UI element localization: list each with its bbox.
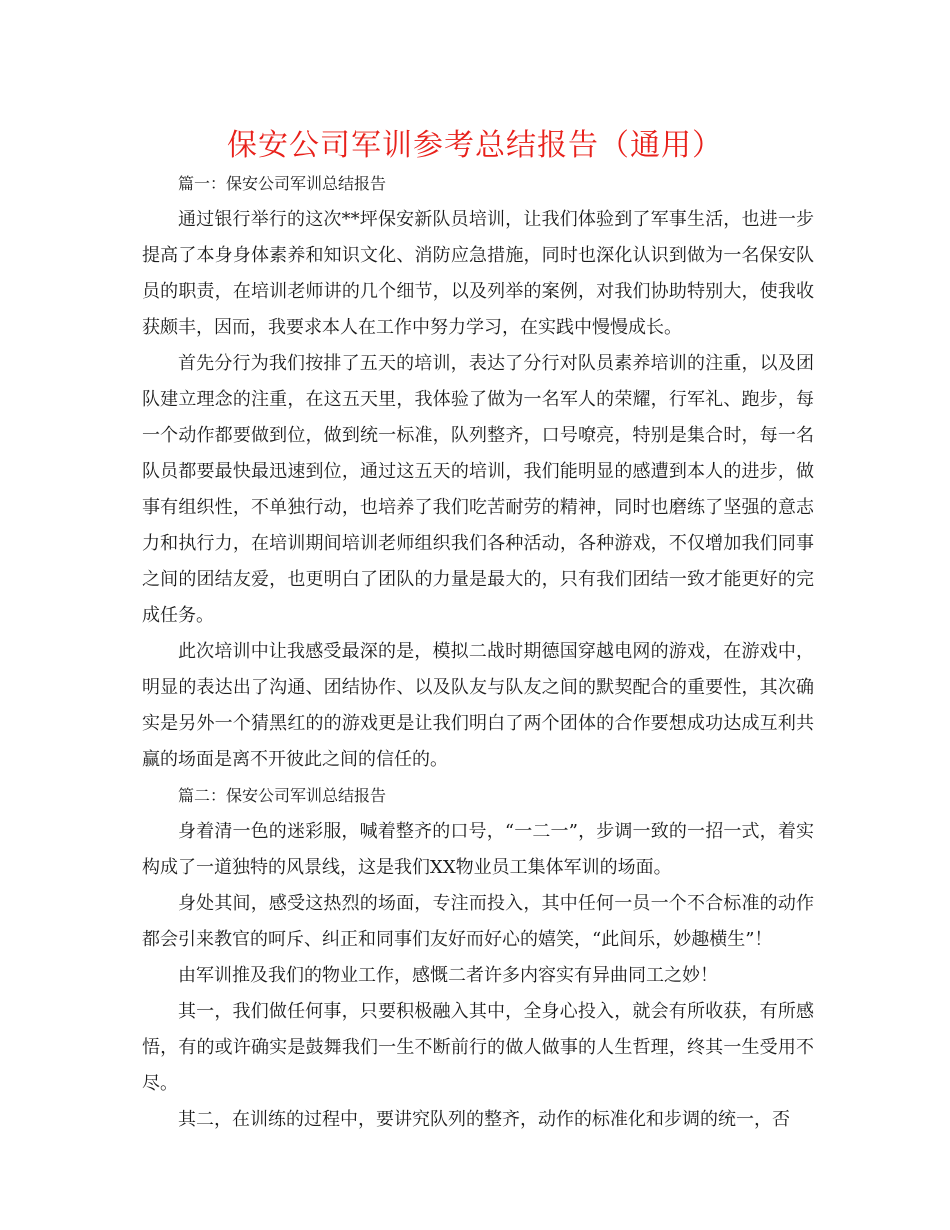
paragraph: 由军训推及我们的物业工作，感慨二者许多内容实有异曲同工之妙！	[178, 965, 718, 986]
paragraph: 身着清一色的迷彩服，喊着整齐的口号，“一二一”，步调一致的一招一式，着实构成了一道独特的风景线，这是我们XX物业员工集体军训的场面。	[142, 821, 814, 878]
document-body	[142, 166, 814, 1138]
document-title: 保安公司军训参考总结报告（通用）	[227, 128, 723, 163]
section-heading-2: 篇二：保安公司军训总结报告	[178, 786, 387, 805]
paragraph: 通过银行举行的这次**坪保安新队员培训，让我们体验到了军事生活，也进一步提高了本身身体素养和知识文化、消防应急措施，同时也深化认识到做为一名保安队员的职责，在培训老师讲的几个细节，以及列举的案例，对我们协助特别大，使我收获颇丰，因而，我要求本人在工作中努力学习，在实践中慢慢成长。	[142, 209, 814, 338]
paragraph: 身处其间，感受这热烈的场面，专注而投入，其中任何一员一个不合标准的动作都会引来教官的呵斥、纠正和同事们友好而好心的嬉笑，“此间乐，妙趣横生”！	[142, 893, 814, 950]
paragraph: 其一，我们做任何事，只要积极融入其中，全身心投入，就会有所收获，有所感悟，有的或许确实是鼓舞我们一生不断前行的做人做事的人生哲理，终其一生受用不尽。	[142, 1001, 814, 1094]
paragraph: 首先分行为我们按排了五天的培训，表达了分行对队员素养培训的注重，以及团队建立理念的注重，在这五天里，我体验了做为一名军人的荣耀，行军礼、跑步，每一个动作都要做到位，做到统一标准，队列整齐，口号嘹亮，特别是集合时，每一名队员都要最快最迅速到位，通过这五天的培训，我们能明显的感遭到本人的进步，做事有组织性，不单独行动，也培养了我们吃苦耐劳的精神，同时也磨练了坚强的意志力和执行力，在培训期间培训老师组织我们各种活动，各种游戏，不仅增加我们同事之间的团结友爱，也更明白了团队的力量是最大的，只有我们团结一致才能更好的完成任务。	[142, 353, 814, 626]
paragraph: 其二，在训练的过程中，要讲究队列的整齐，动作的标准化和步调的统一，否	[178, 1109, 790, 1130]
section-heading-1: 篇一：保安公司军训总结报告	[178, 174, 387, 193]
paragraph: 此次培训中让我感受最深的是，模拟二战时期德国穿越电网的游戏，在游戏中，明显的表达出了沟通、团结协作、以及队友与队友之间的默契配合的重要性，其次确实是另外一个猜黑红的的游戏更是让我们明白了两个团体的合作要想成功达成互利共赢的场面是离不开彼此之间的信任的。	[142, 641, 814, 770]
